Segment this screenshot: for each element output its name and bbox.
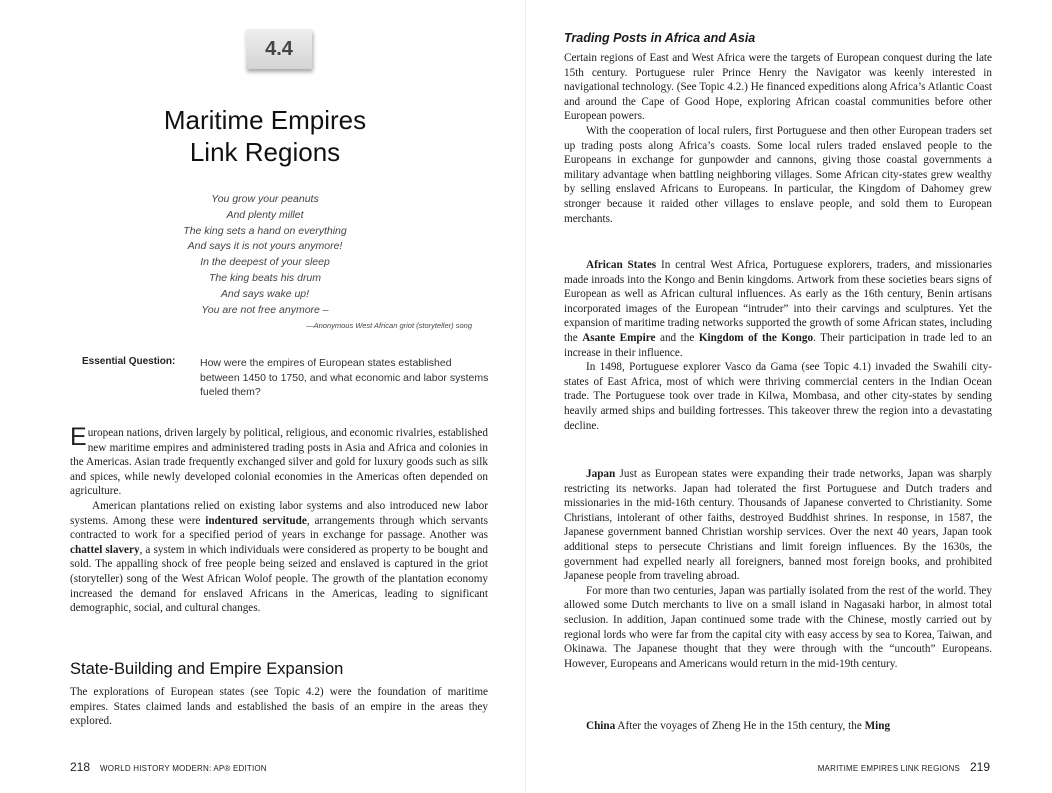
paragraph: With the cooperation of local rulers, first Portuguese and then other European traders set up trading posts along Africa’s coasts. Some local rulers traded enslaved people to the Europeans in exchange for gunpowder and cannons, giving those coastal governments a military advantage when battling neighboring villages. Some African city-states grew wealthy by selling enslaved Africans to Europeans. In particular, the Kingdom of Dahomey grew stronger because it raided other villages to enslave people, and sold them to European merchants. xyxy=(564,124,992,225)
poem-line: In the deepest of your sleep xyxy=(200,256,330,269)
essential-question-text: How were the empires of European states established between 1450 to 1750, and what economic and labor systems fueled them? xyxy=(200,357,489,398)
running-head: MARITIME EMPIRES LINK REGIONS xyxy=(817,764,960,773)
poem-credit: —Anonymous West African griot (storyteller) song xyxy=(306,321,472,330)
term-ming: Ming xyxy=(864,720,891,732)
run-in-head-japan: Japan xyxy=(586,468,616,480)
epigraph-poem xyxy=(120,192,410,318)
paragraph: In 1498, Portuguese explorer Vasco da Gama (see Topic 4.1) invaded the Swahili city-states of East Africa, most of which were thriving commercial centers in the Indian Ocean trade. The Portuguese took over trade in Kilwa, Mombasa, and other city-states by sending heavily armed ships and building fortresses. This takeover threw the region into a devastating decline. xyxy=(564,361,992,432)
poem-line: You grow your peanuts xyxy=(211,193,319,205)
paragraph: For more than two centuries, Japan was partially isolated from the rest of the world. They allowed some Dutch merchants to live on a small island in Nagasaki harbor, in almost total seclusion. In addition, Japan continued some trade with the Chinese, mostly carried out by regional lords who were far from the capital city with easy access by sea to Korea, Taiwan, and Okinawa. The Japanese thought that they were through with the “uncouth” Europeans. However, Europeans and Americans would return in the mid-19th century. xyxy=(564,584,992,670)
japan-text xyxy=(564,467,992,671)
page-number: 219 xyxy=(969,760,990,774)
trading-posts-text xyxy=(564,51,992,226)
paragraph-china xyxy=(564,719,992,734)
intro-paragraph-1-text: uropean nations, driven largely by political, religious, and economic rivalries, established new maritime empires and administered trading posts in Asia and Africa and colonies in the Americas. Asian trade frequently exchanged silver and gold for luxury goods such as silk and spices, while newly developed colonial economies in the Americas often depended on agriculture. xyxy=(70,427,488,498)
section-heading: State-Building and Empire Expansion xyxy=(70,660,344,678)
right-footer xyxy=(818,760,990,774)
paragraph-african-states xyxy=(564,258,992,360)
japan-paragraph-text: Just as European states were expanding their trade networks, Japan was sharply restricting its networks. Japan had tolerated the first Portuguese and Dutch traders and missionaries in the mid-16th century. Thousands of Japanese converted to Christianity. Some Christians, intolerant of other faiths, destroyed Buddhist shrines. In response, in 1587, the Japanese government banned Christian worship services. Over the next 40 years, Japan took additional steps to persecute Christians and limit foreign influences. By the 1630s, the government had expelled nearly all foreigners, banned most foreign books, and prohibited Japanese people from traveling abroad. xyxy=(564,468,992,583)
intro-paragraph-1 xyxy=(70,423,488,499)
title-line-1: Maritime Empires xyxy=(163,105,367,135)
intro-p2-part-a: American plantations relied on existing labor systems and also introduced new labor systems. Among these were xyxy=(70,499,488,527)
book-title: WORLD HISTORY MODERN: AP® EDITION xyxy=(100,764,267,773)
section-paragraph-1: The explorations of European states (see Topic 4.2) were the foundation of maritime empires. States claimed lands and established the basis of an empire in the areas they explored. xyxy=(70,686,488,728)
china-paragraph-text: After the voyages of Zheng He in the 15th century, the xyxy=(615,720,865,732)
intro-text xyxy=(70,423,488,616)
paragraph: Certain regions of East and West Africa were the targets of European conquest during the late 15th century. Portuguese ruler Prince Henry the Navigator was keenly interested in navigational technology. (See Topic 4.2.) He financed expeditions along Africa’s Atlantic Coast and around the Cape of Good Hope, exploring African coastal communities before other European powers. xyxy=(564,52,992,123)
right-page xyxy=(526,0,1052,793)
intro-paragraph-2 xyxy=(70,499,488,616)
poem-line: And says it is not yours anymore! xyxy=(187,240,343,253)
poem-line: You are not free anymore – xyxy=(201,303,329,316)
left-footer xyxy=(70,760,267,774)
intro-p2-part-c: , a system in which individuals were considered as property to be bought and sold. The appalling shock of free people being seized and enslaved is captured in the griot (storyteller) song of the West African Wolof people. The growth of the plantation economy increased the demand for enslaved Africans in the Americas, leading to significant demographic, social, and cultural changes. xyxy=(70,543,488,615)
section-text xyxy=(70,685,488,729)
poem-line: The king beats his drum xyxy=(208,271,322,284)
page-number: 218 xyxy=(70,760,91,774)
topic-number-badge: 4.4 xyxy=(246,29,312,69)
intro-p2-part-b: , arrangements through which servants contracted to work for a specified period of years in exchange for passage. Another was xyxy=(70,514,488,542)
african-states-text xyxy=(564,258,992,433)
term-chattel-slavery: chattel slavery xyxy=(70,543,140,556)
african-states-part-b: . Their participation in trade led to an increase in their influence. xyxy=(564,331,993,359)
chapter-title xyxy=(120,104,410,168)
african-states-mid: and the xyxy=(655,331,699,344)
title-line-2: Link Regions xyxy=(189,137,341,167)
paragraph-japan xyxy=(564,467,992,584)
african-states-part-a: In central West Africa, Portuguese explorers, traders, and missionaries made inroads into the Kongo and Benin kingdoms. Artwork from these societies bears signs of European as well as African cultural influences. As early as the 16th century, Benin artisans incorporated images of the European “intruder” into their carvings and sculptures. Yet the expansion of maritime trading networks supported the growth of some African states, including the xyxy=(564,259,992,344)
run-in-head-china: China xyxy=(586,720,616,732)
poem-line: The king sets a hand on everything xyxy=(183,224,347,237)
essential-question-label: Essential Question: xyxy=(82,356,176,367)
run-in-head-african-states: African States xyxy=(586,259,657,271)
poem-line: And says wake up! xyxy=(220,287,310,300)
term-indentured-servitude: indentured servitude xyxy=(205,514,307,527)
term-asante-empire: Asante Empire xyxy=(582,331,656,344)
poem-line: And plenty millet xyxy=(226,208,304,221)
drop-cap: E xyxy=(70,423,87,451)
subheading-trading-posts: Trading Posts in Africa and Asia xyxy=(564,31,756,45)
term-kingdom-of-the-kongo: Kingdom of the Kongo xyxy=(698,331,814,344)
china-text xyxy=(564,719,992,734)
